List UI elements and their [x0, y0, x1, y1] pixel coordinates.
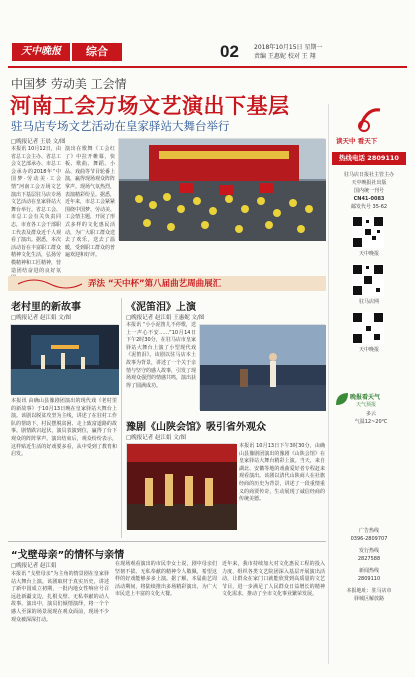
yuju-stage-image — [127, 444, 237, 530]
sidebar-divider — [328, 104, 329, 664]
village-byline: □晚报记者 赵江娟 文/图 — [11, 315, 72, 321]
section-label: 综合 — [72, 43, 122, 61]
yuju-body: 本报讯 10月13日下午3时30分，由确山县豫剧团演出的豫剧《山陕会馆》在皇家驿站大舞台精彩上演。当天，来自湖北、安徽等地的戏曲爱好者专程赶来观看演出。该剧以清代山陕商人在社旗经商的历史为背景，讲述了一段重情重义的商贾传奇，生动展现了诚信经商的传统美德。 — [239, 443, 325, 503]
column-divider — [121, 298, 122, 538]
sidebar-slogan — [330, 104, 408, 150]
issue-date: 2018年10月15日 星期一 — [254, 44, 323, 51]
contact-line: 0396-2809707 — [350, 536, 388, 542]
qr-code-icon — [352, 312, 384, 344]
page-number: 02 — [220, 42, 239, 61]
qr-code-icon — [352, 216, 384, 248]
section-divider — [8, 541, 326, 542]
contact-line: 广告热线 — [358, 528, 379, 534]
qr2-label: 驻马店网 — [358, 299, 379, 305]
flute-body: 本报讯 “小小泥笛儿不停歌，送上一声心不安……”10月14日下午2时30分，在驻马店市皇家驿站大舞台上演了小型现代戏《泥笛泪》。该剧以驻马店本土故事为背景，讲述了一个关于亲情与坚守的感人故事，引发了现场观众强烈的情感共鸣，演出获得了圆满成功。 — [126, 322, 197, 389]
contact-line: 2809110 — [357, 576, 381, 582]
qr1-label: 天中晚报 — [358, 251, 379, 257]
slogan-text: 读天中 看天下 — [336, 137, 378, 145]
postal-code: 邮发代号 35-62 — [350, 204, 388, 210]
village-stage-photo — [10, 324, 118, 394]
weather-box — [332, 389, 406, 429]
editor-credits: 责编 王惠妮 校对 王 翔 — [254, 53, 316, 60]
love-title: “戈壁母亲”的情怀与亲情 — [11, 550, 125, 561]
leaf-icon — [334, 391, 350, 407]
love-body-left: 本报讯 “戈壁母亲”为主角的情景剧在皇家驿站大舞台上演。该剧取材于真实历史，讲述了新中国成立初期，一批内地女性响应号召远赴新疆支边，扎根戈壁、无私奉献的动人故事。演出中，演员们倾情演绎，将一个个感人至深的场景展现在观众面前，现场不少观众被深深打动。 — [11, 571, 109, 623]
flute-byline: □晚报记者 赵江娟 王惠妮 文/图 — [126, 315, 205, 321]
lead-caption-text — [118, 243, 325, 271]
publisher-line: 天中晚报社出版 — [351, 180, 387, 186]
weather-condition: 多云 — [365, 411, 376, 417]
yuju-title: 豫剧《山陕会馆》吸引省外观众 — [126, 422, 266, 433]
qr-code-icon — [352, 264, 384, 296]
sponsor-line: 驻马店日报社主管主办 — [343, 172, 394, 178]
love-body-right: 近年来，我市持续加大对文化惠民工程的投入力度，组织各类文艺院团深入基层开展演出活动，让群众在家门口就能欣赏到高质量的文艺节目，进一步满足了人民群众日益增长的精神文化需求，推动了全市文化事业繁荣发展。 — [222, 561, 325, 598]
village-title: 老村里的新故事 — [11, 302, 81, 313]
newspaper-logo: 天中晚报 — [12, 43, 70, 61]
flute-title: 《泥笛泪》上演 — [126, 302, 196, 313]
contact-line: 驿城区解放路 — [353, 596, 384, 602]
crowd-stage-image — [119, 139, 326, 241]
contact-line: 新闻热线 — [358, 568, 379, 574]
love-body-mid: 在现场观看演出的市民李女士说，剧中母亲们坚韧不拔、无私奉献的精神令人敬佩，希望这样的好戏能够多多上演。据了解，本届曲艺周活动期间，将陆续推出多场精彩演出，为广大市民送上丰富的文化大餐。 — [115, 561, 217, 598]
weather-subtitle: 天气预报 — [356, 402, 377, 408]
lead-subhead: 驻马店专场文艺活动在皇家驿站大舞台举行 — [11, 119, 230, 133]
contact-line: 本报地址：驻马店市 — [346, 588, 392, 594]
sidebar — [330, 104, 408, 664]
lead-body-left: 本报讯 10月12日，由省总工会主办、省总工会文艺部承办、市总工会承办的2018年“中国梦·劳动美·工会情”河南工会万场文艺演出下基层驻马店专场文艺活动在皇家驿站大舞台举行。省总工会、市总工会有关负责同志，市直各工会干部职工代表及群众近千人观看了演出。据悉，本次活动旨在丰富职工群众精神文化生活，弘扬劳模精神和工匠精神，营造团结奋进的良好氛 — [11, 146, 62, 274]
village-stage-image — [11, 325, 119, 395]
festival-band — [8, 276, 326, 291]
lead-stage-photo — [118, 138, 325, 240]
lead-body-mid: 演出在歌舞《工会红了》中拉开帷幕，快板、歌曲、舞蹈、小品、戏曲等节目轮番上演，赢得现场观众阵阵掌声。现场气氛热烈，表演精彩纷呈。据悉，近年来，市总工会紧紧围绕中国梦、劳动美、工会情主题，开展了形式多样的文化惠民活动，为广大职工群众送去了欢乐，送去了温暖，受到职工群众的普遍欢迎和好评。 — [65, 146, 116, 259]
band-title: 弄法 “天中杯”第八届曲艺周曲展汇 — [88, 279, 222, 289]
village-body: 本报讯 由确山县豫剧团演出的现代戏《老村里的新故事》于10月13日晚在皇家驿站大舞台上演。该剧以脱贫攻坚为主线，讲述了在驻村工作队的帮助下，村民摆脱贫困、走上致富道路的故事。剧情跌宕起伏，演员表演到位，赢得了台下观众的阵阵掌声。演出结束后，观众纷纷表示，这样贴近生活的好戏要多看，从中受到了教育和启发。 — [11, 398, 117, 458]
yuju-stage-photo — [126, 443, 236, 529]
weather-temperature: 气温12~20℃ — [354, 419, 388, 425]
hotline-banner: 热线电话 2809110 — [332, 152, 406, 165]
reading-logo-icon — [330, 104, 408, 136]
qr3-label: 天中晚报 — [358, 347, 379, 353]
cn-number: CN41-0083 — [353, 196, 385, 202]
lead-byline: □晚报记者 王晨 文/图 — [11, 139, 66, 145]
weather-title: 晚报看天气 — [350, 394, 381, 401]
flute-stage-photo — [199, 324, 325, 410]
contact-line: 2827588 — [357, 556, 381, 562]
love-byline: □晚报记者 赵江娟 — [11, 563, 57, 569]
lead-headline: 河南工会万场文艺演出下基层 — [10, 94, 290, 118]
flute-stage-image — [200, 325, 326, 411]
band-ornament-icon — [16, 276, 86, 291]
contact-line: 发行热线 — [358, 548, 379, 554]
lead-kicker: 中国梦 劳动美 工会情 — [11, 77, 127, 91]
cn-label: 国内统一刊号 — [353, 188, 384, 194]
masthead — [8, 40, 407, 68]
yuju-byline: □晚报记者 赵江娟 文/图 — [126, 435, 187, 441]
